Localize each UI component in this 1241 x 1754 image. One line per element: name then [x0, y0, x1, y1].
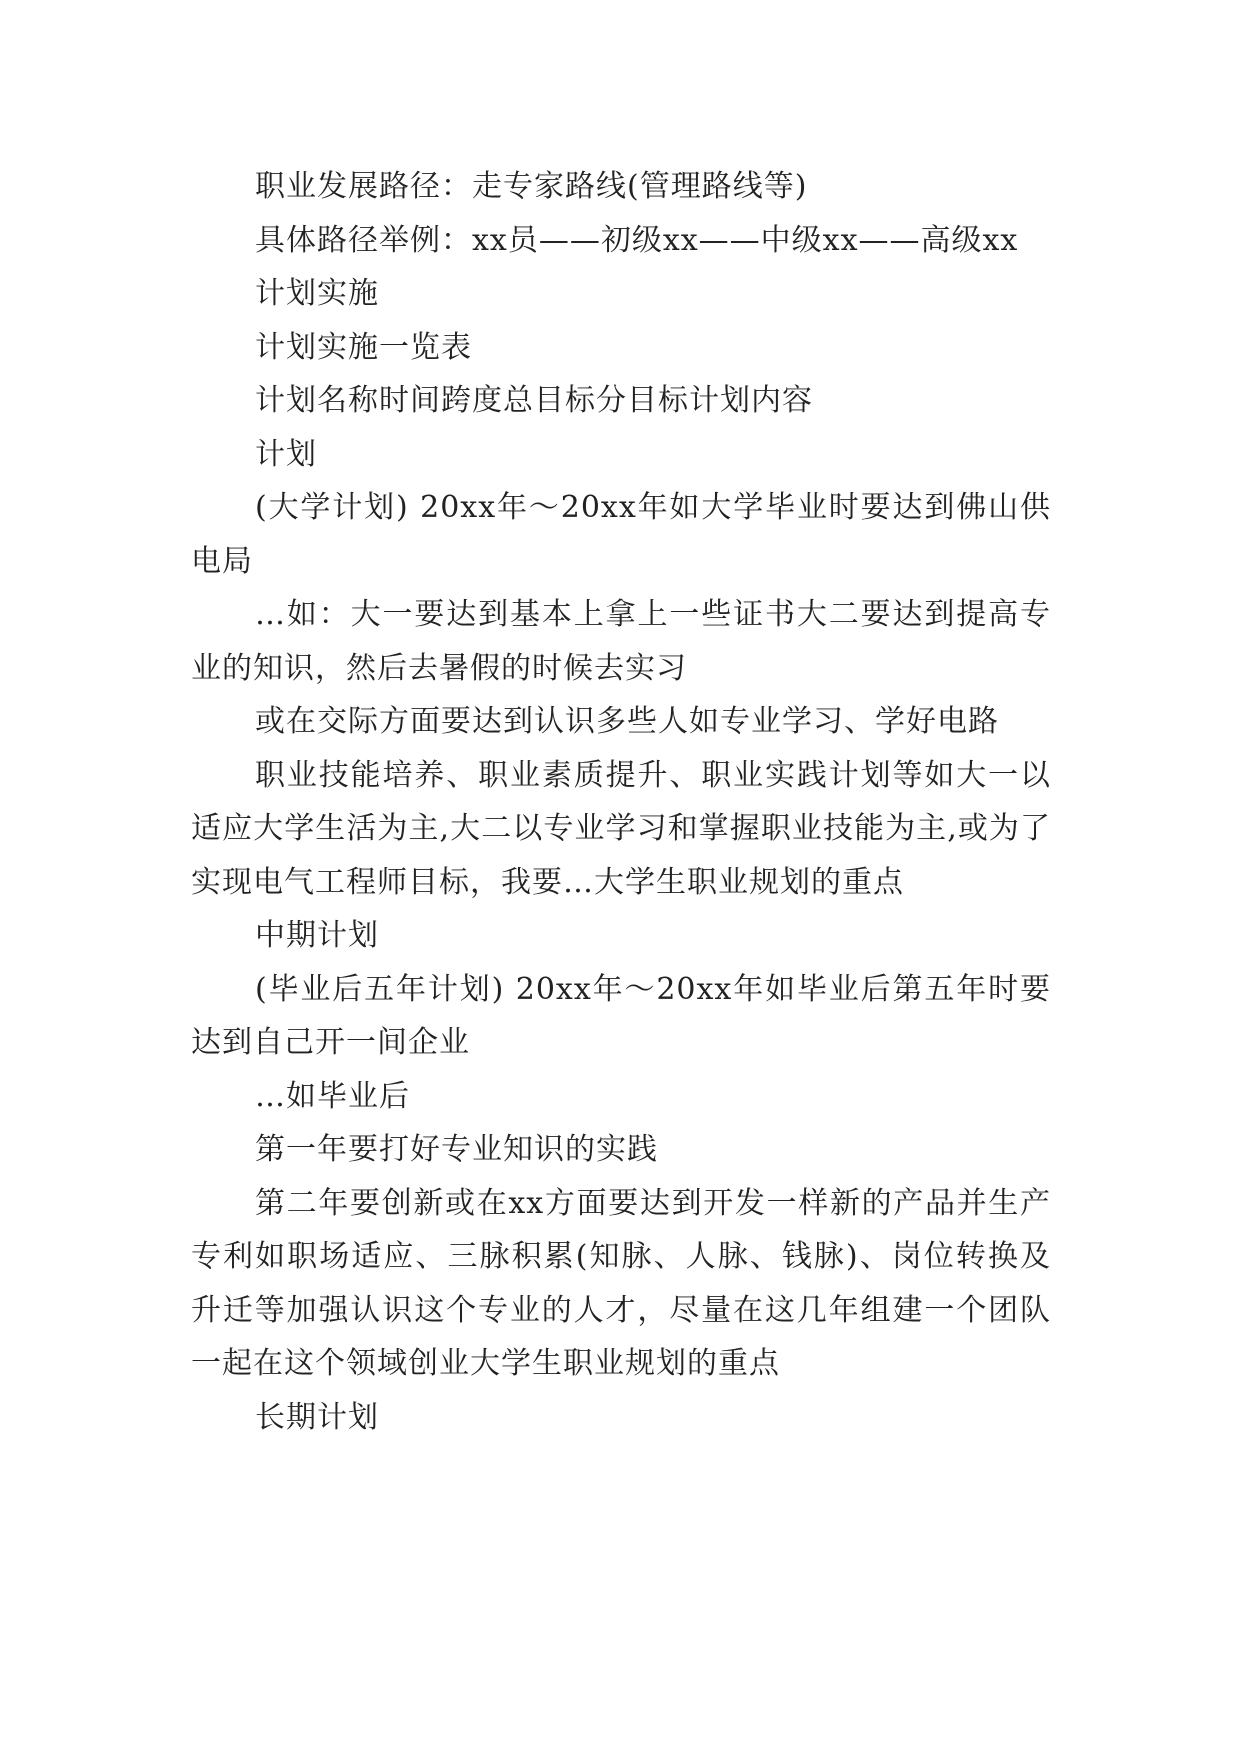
- paragraph-plan-table-headers: 计划名称时间跨度总目标分目标计划内容: [255, 383, 813, 418]
- paragraph-career-path: 职业发展路径：走专家路线(管理路线等): [255, 169, 808, 204]
- paragraph-plan-label: 计划: [255, 436, 317, 472]
- document-body: [191, 160, 1051, 1444]
- paragraph-path-example: 具体路径举例：xx员——初级xx——中级xx——高级xx: [255, 222, 1019, 258]
- paragraph-social-goals: 或在交际方面要达到认识多些人如专业学习、学好电路: [255, 704, 999, 739]
- paragraph-university-plan: (大学计划) 20xx年～20xx年如大学毕业时要达到佛山供电局: [191, 490, 1051, 579]
- paragraph-plan-implementation: 计划实施: [255, 276, 379, 311]
- paragraph-after-graduation: …如毕业后: [255, 1078, 410, 1114]
- paragraph-plan-overview-table: 计划实施一览表: [255, 329, 472, 365]
- paragraph-first-year: 第一年要打好专业知识的实践: [255, 1132, 658, 1167]
- paragraph-five-year-plan: (毕业后五年计划) 20xx年～20xx年如毕业后第五年时要达到自己开一间企业: [191, 971, 1051, 1060]
- paragraph-second-year: 第二年要创新或在xx方面要达到开发一样新的产品并生产专利如职场适应、三脉积累(知脉、人脉、钱脉)、岗位转换及升迁等加强认识这个专业的人才，尽量在这几年组建一个团队一起在这个领域创业大学生职业规划的重点: [191, 1185, 1051, 1381]
- paragraph-skill-development: 职业技能培养、职业素质提升、职业实践计划等如大一以适应大学生活为主,大二以专业学习和掌握职业技能为主,或为了实现电气工程师目标，我要…大学生职业规划的重点: [191, 757, 1051, 900]
- paragraph-long-term-plan-heading: 长期计划: [255, 1399, 379, 1435]
- paragraph-mid-term-plan-heading: 中期计划: [255, 918, 379, 953]
- paragraph-university-goals: …如：大一要达到基本上拿上一些证书大二要达到提高专业的知识，然后去暑假的时候去实习: [191, 597, 1051, 686]
